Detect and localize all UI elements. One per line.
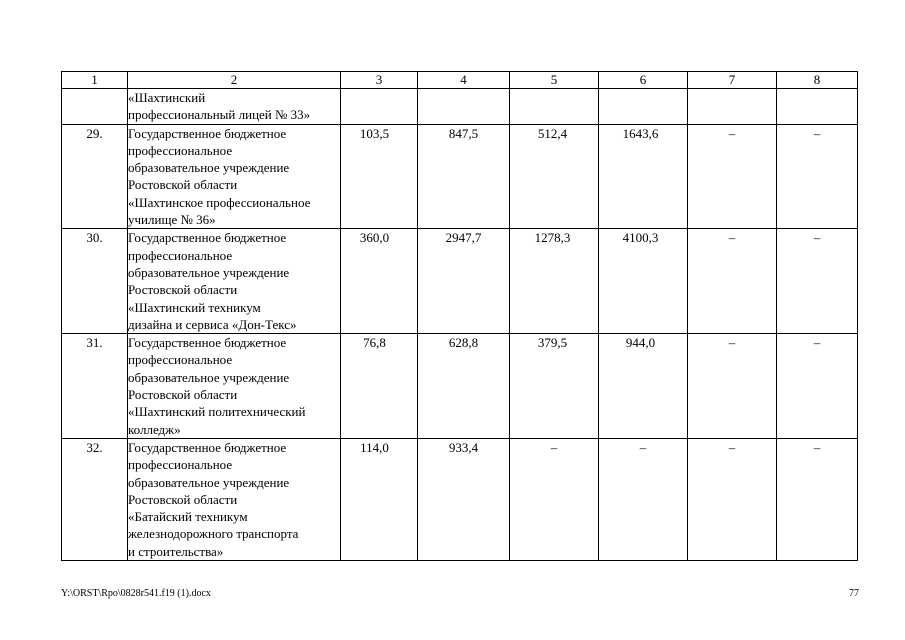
institution-name bbox=[128, 229, 341, 334]
cell-value: 512,4 bbox=[537, 125, 568, 141]
cell-value: – bbox=[813, 125, 821, 141]
cell-value: – bbox=[728, 230, 736, 246]
cell-value: 944,0 bbox=[625, 335, 656, 351]
institution-name-text: Государственное бюджетное профессиональное образовательное учреждение Ростовской области «Шахтинское профессиональное училище № 36» bbox=[128, 125, 311, 228]
value-cell bbox=[341, 229, 418, 334]
row-number: 30. bbox=[62, 229, 128, 334]
value-cell bbox=[341, 124, 418, 229]
table-row bbox=[62, 229, 858, 334]
row-number: 29. bbox=[62, 124, 128, 229]
value-cell bbox=[777, 229, 858, 334]
institution-name-text: «Шахтинский профессиональный лицей № 33» bbox=[128, 90, 311, 123]
cell-value: – bbox=[813, 335, 821, 351]
value-cell bbox=[599, 438, 688, 560]
cell-value: 360,0 bbox=[359, 230, 390, 246]
value-cell bbox=[510, 229, 599, 334]
institution-name-text: Государственное бюджетное профессиональное образовательное учреждение Ростовской области «Шахтинский техникум дизайна и сервиса «Дон-Текс» bbox=[128, 230, 297, 332]
value-cell bbox=[688, 124, 777, 229]
value-cell bbox=[418, 89, 510, 125]
value-cell bbox=[688, 334, 777, 439]
column-header: 8 bbox=[777, 72, 858, 89]
budget-table bbox=[61, 71, 858, 561]
cell-value: – bbox=[639, 439, 647, 455]
column-header: 2 bbox=[128, 72, 341, 89]
value-cell bbox=[418, 334, 510, 439]
cell-value: 2947,7 bbox=[445, 230, 482, 246]
value-cell bbox=[777, 124, 858, 229]
cell-value: – bbox=[728, 439, 736, 455]
value-cell bbox=[418, 124, 510, 229]
row-number bbox=[62, 89, 128, 125]
institution-name-text: Государственное бюджетное профессиональное образовательное учреждение Ростовской области «Батайский техникум железнодорожного транспорта и строительства» bbox=[128, 439, 299, 559]
value-cell bbox=[599, 334, 688, 439]
value-cell bbox=[510, 334, 599, 439]
value-cell bbox=[510, 438, 599, 560]
value-cell bbox=[418, 229, 510, 334]
value-cell bbox=[418, 438, 510, 560]
cell-value: 379,5 bbox=[537, 335, 568, 351]
cell-value: – bbox=[813, 230, 821, 246]
column-header: 4 bbox=[418, 72, 510, 89]
value-cell bbox=[777, 334, 858, 439]
column-header: 1 bbox=[62, 72, 128, 89]
institution-name-text: Государственное бюджетное профессиональное образовательное учреждение Ростовской области «Шахтинский политехнический колледж» bbox=[128, 335, 306, 437]
cell-value: – bbox=[728, 335, 736, 351]
value-cell bbox=[510, 124, 599, 229]
value-cell bbox=[599, 89, 688, 125]
table-row bbox=[62, 438, 858, 560]
institution-name bbox=[128, 438, 341, 560]
cell-value: – bbox=[550, 439, 558, 455]
cell-value: 847,5 bbox=[448, 125, 479, 141]
cell-value: 628,8 bbox=[448, 335, 479, 351]
cell-value: 76,8 bbox=[363, 335, 386, 351]
cell-value: 933,4 bbox=[448, 439, 479, 455]
row-number: 31. bbox=[62, 334, 128, 439]
cell-value: 1278,3 bbox=[534, 230, 571, 246]
cell-value: – bbox=[813, 439, 821, 455]
cell-value: 114,0 bbox=[360, 439, 389, 455]
value-cell bbox=[688, 89, 777, 125]
table-row bbox=[62, 89, 858, 125]
row-number: 32. bbox=[62, 438, 128, 560]
value-cell bbox=[599, 229, 688, 334]
value-cell bbox=[688, 438, 777, 560]
page-number: 77 bbox=[849, 588, 859, 599]
column-header: 7 bbox=[688, 72, 777, 89]
value-cell bbox=[341, 334, 418, 439]
value-cell bbox=[688, 229, 777, 334]
institution-name bbox=[128, 334, 341, 439]
table-row bbox=[62, 334, 858, 439]
cell-value: – bbox=[728, 125, 736, 141]
value-cell bbox=[341, 438, 418, 560]
table-row bbox=[62, 124, 858, 229]
value-cell bbox=[777, 89, 858, 125]
column-header: 3 bbox=[341, 72, 418, 89]
document-path: Y:\ORST\Rpo\0828r541.f19 (1).docx bbox=[61, 588, 211, 599]
table-header-row bbox=[62, 72, 858, 89]
column-header: 5 bbox=[510, 72, 599, 89]
column-header: 6 bbox=[599, 72, 688, 89]
value-cell bbox=[341, 89, 418, 125]
institution-name bbox=[128, 89, 341, 125]
value-cell bbox=[510, 89, 599, 125]
cell-value: 4100,3 bbox=[622, 230, 659, 246]
value-cell bbox=[777, 438, 858, 560]
cell-value: 1643,6 bbox=[622, 125, 659, 141]
institution-name bbox=[128, 124, 341, 229]
cell-value: 103,5 bbox=[359, 125, 390, 141]
value-cell bbox=[599, 124, 688, 229]
